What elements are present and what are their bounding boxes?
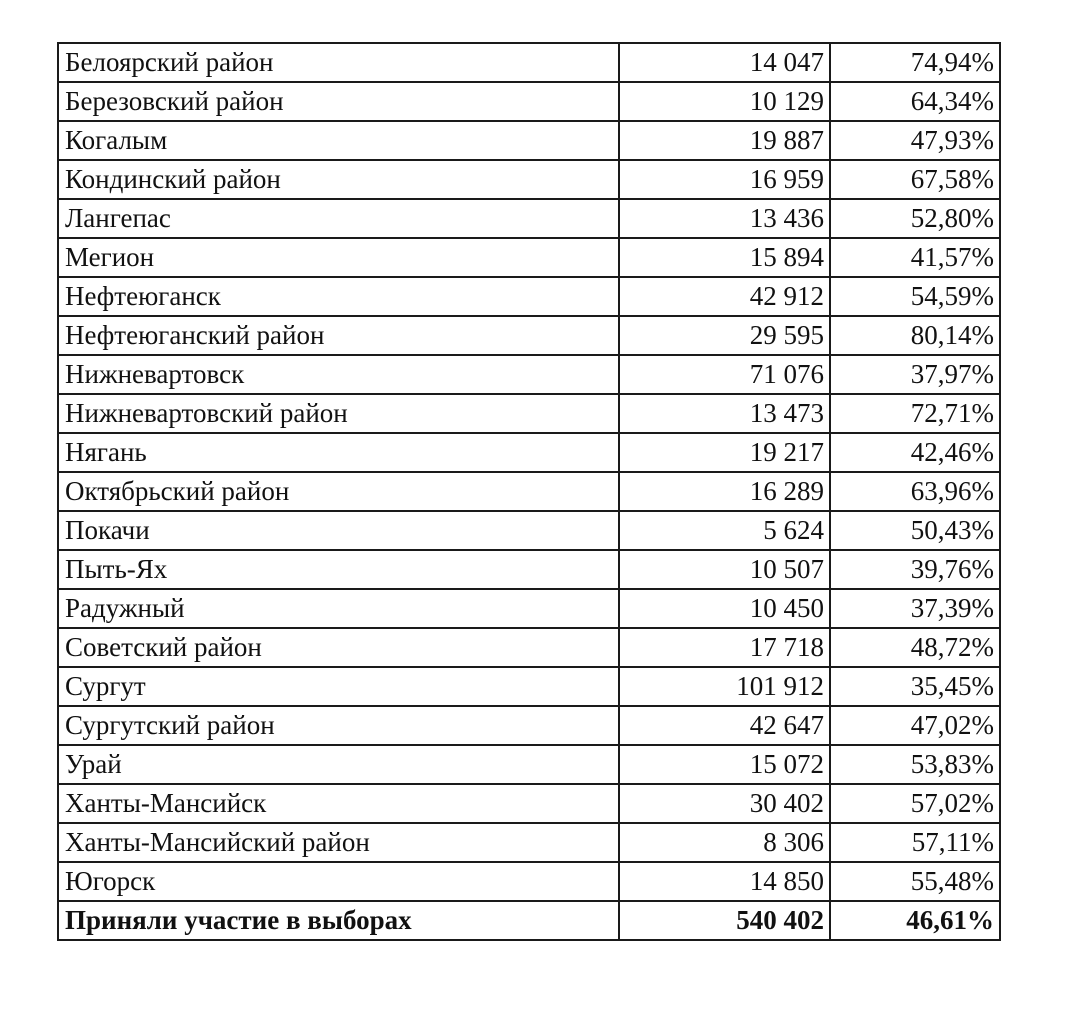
voter-count: 10 507 [619,550,830,589]
table-row [58,667,1000,706]
turnout-percent: 42,46% [830,433,1000,472]
table-row [58,43,1000,82]
turnout-percent: 80,14% [830,316,1000,355]
voter-count: 29 595 [619,316,830,355]
table-row [58,433,1000,472]
district-name: Когалым [58,121,619,160]
voter-count: 10 129 [619,82,830,121]
district-name: Югорск [58,862,619,901]
table-row [58,862,1000,901]
turnout-percent: 50,43% [830,511,1000,550]
voter-count: 15 894 [619,238,830,277]
table-row [58,199,1000,238]
turnout-percent: 57,02% [830,784,1000,823]
district-name: Радужный [58,589,619,628]
district-name: Нефтеюганск [58,277,619,316]
table-row [58,628,1000,667]
table-row [58,472,1000,511]
table-row [58,550,1000,589]
turnout-percent: 48,72% [830,628,1000,667]
voter-count: 5 624 [619,511,830,550]
voter-count: 19 217 [619,433,830,472]
total-row [58,901,1000,940]
results-table [57,42,1001,941]
table-row [58,82,1000,121]
table-row [58,394,1000,433]
voter-count: 16 289 [619,472,830,511]
district-name: Октябрьский район [58,472,619,511]
table-row [58,160,1000,199]
turnout-percent: 72,71% [830,394,1000,433]
voter-count: 42 912 [619,277,830,316]
district-name: Сургутский район [58,706,619,745]
district-name: Нижневартовский район [58,394,619,433]
voter-count: 17 718 [619,628,830,667]
district-name: Урай [58,745,619,784]
table-row [58,784,1000,823]
turnout-percent: 55,48% [830,862,1000,901]
turnout-percent: 47,02% [830,706,1000,745]
voter-count: 8 306 [619,823,830,862]
voter-count: 30 402 [619,784,830,823]
district-name: Мегион [58,238,619,277]
table-row [58,277,1000,316]
turnout-percent: 39,76% [830,550,1000,589]
voter-count: 16 959 [619,160,830,199]
turnout-percent: 67,58% [830,160,1000,199]
district-name: Кондинский район [58,160,619,199]
district-name: Ханты-Мансийск [58,784,619,823]
turnout-percent: 63,96% [830,472,1000,511]
table-row [58,706,1000,745]
table-row [58,589,1000,628]
table-row [58,511,1000,550]
total-count: 540 402 [619,901,830,940]
district-name: Нефтеюганский район [58,316,619,355]
table-row [58,745,1000,784]
voter-count: 15 072 [619,745,830,784]
turnout-percent: 52,80% [830,199,1000,238]
district-name: Пыть-Ях [58,550,619,589]
voter-count: 19 887 [619,121,830,160]
district-name: Покачи [58,511,619,550]
district-name: Белоярский район [58,43,619,82]
voter-count: 71 076 [619,355,830,394]
district-name: Сургут [58,667,619,706]
total-label: Приняли участие в выборах [58,901,619,940]
turnout-percent: 57,11% [830,823,1000,862]
turnout-percent: 47,93% [830,121,1000,160]
turnout-percent: 37,39% [830,589,1000,628]
district-name: Советский район [58,628,619,667]
voter-count: 101 912 [619,667,830,706]
table-row [58,238,1000,277]
turnout-percent: 53,83% [830,745,1000,784]
voter-count: 13 436 [619,199,830,238]
voter-count: 13 473 [619,394,830,433]
voter-count: 42 647 [619,706,830,745]
table-row [58,355,1000,394]
turnout-percent: 41,57% [830,238,1000,277]
turnout-percent: 74,94% [830,43,1000,82]
district-name: Нижневартовск [58,355,619,394]
district-name: Березовский район [58,82,619,121]
total-percent: 46,61% [830,901,1000,940]
table-body [58,43,1000,940]
turnout-percent: 35,45% [830,667,1000,706]
turnout-percent: 64,34% [830,82,1000,121]
table-row [58,121,1000,160]
voter-count: 14 850 [619,862,830,901]
district-name: Нягань [58,433,619,472]
voter-count: 14 047 [619,43,830,82]
turnout-percent: 37,97% [830,355,1000,394]
voter-count: 10 450 [619,589,830,628]
turnout-percent: 54,59% [830,277,1000,316]
district-name: Ханты-Мансийский район [58,823,619,862]
table-row [58,823,1000,862]
table-row [58,316,1000,355]
district-name: Лангепас [58,199,619,238]
